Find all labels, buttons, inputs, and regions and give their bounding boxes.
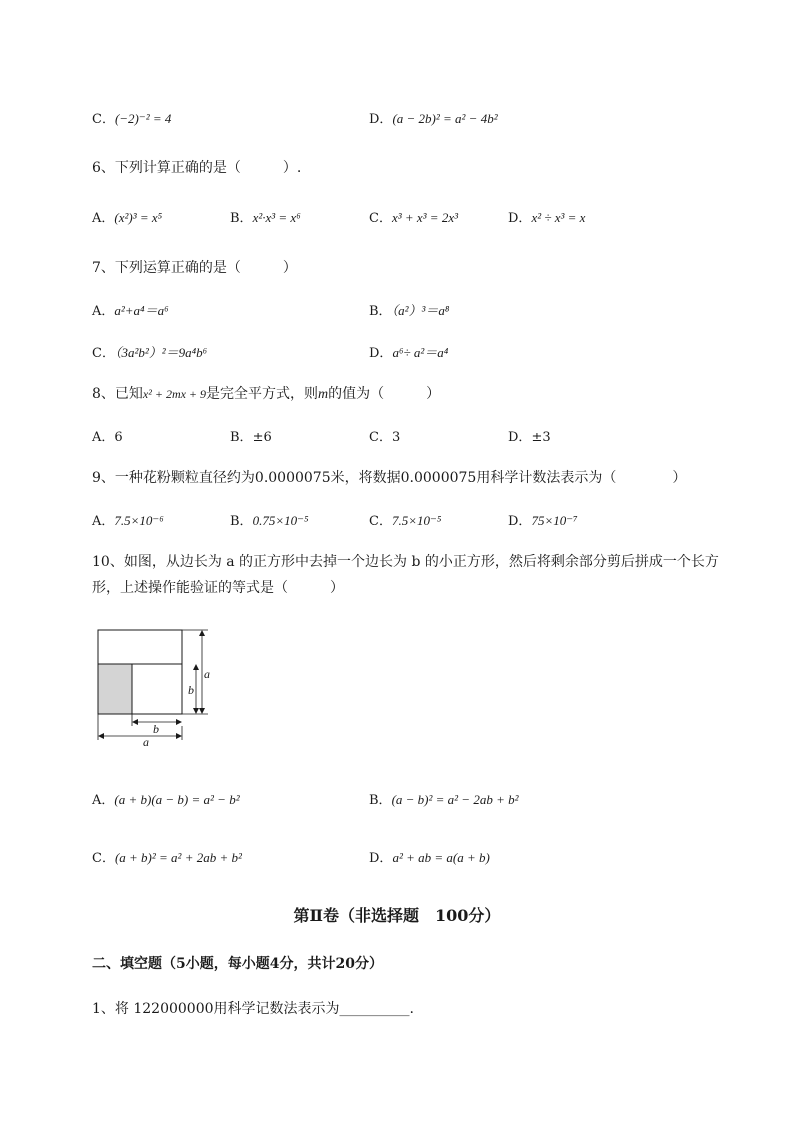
option-expression: 7.5×10⁻⁶: [114, 513, 164, 528]
part-2-title: 第Ⅱ卷（非选择题 100分）: [293, 906, 501, 925]
option-expression: x²·x³ = x⁶: [252, 210, 301, 225]
option-expression: 7.5×10⁻⁵: [391, 513, 442, 528]
stem-variable: m: [318, 387, 329, 402]
q9-option-b: [230, 510, 308, 529]
question-9-stem: 9、一种花粉颗粒直径约为0.0000075米，将数据0.0000075用科学计数法表示为（ ）: [92, 470, 687, 486]
label-b-right: b: [188, 683, 194, 697]
shaded-region: [98, 664, 132, 714]
stem-text: 是完全平方式，则: [206, 386, 319, 402]
arrow-head: [132, 719, 138, 725]
option-expression: ±3: [531, 430, 551, 445]
option-label: C．: [92, 346, 115, 361]
option-expression: 0.75×10⁻⁵: [252, 513, 309, 528]
option-label: B．: [369, 304, 392, 319]
option-expression: （a²）³＝a⁸: [391, 303, 450, 318]
option-label: B．: [230, 430, 253, 445]
q10-option-a: [92, 789, 240, 808]
option-expression: 75×10⁻⁷: [531, 513, 578, 528]
arrow-head: [193, 708, 199, 714]
option-expression: 3: [391, 430, 401, 445]
option-label: A．: [92, 793, 115, 808]
option-label: C．: [92, 851, 115, 866]
option-expression: (a − 2b)² = a² − 4b²: [392, 111, 498, 126]
q8-option-c: [369, 426, 400, 445]
question-10-stem-line-1: 10、如图，从边长为 a 的正方形中去掉一个边长为 b 的小正方形，然后将剩余部分剪后拼成一个长方: [92, 554, 719, 570]
option-expression: a² + ab = a(a + b): [392, 850, 490, 865]
q9-option-d: [508, 510, 578, 529]
option-label: C．: [92, 112, 115, 127]
q6-option-a: [92, 207, 162, 226]
q8-option-a: [92, 426, 123, 445]
option-label: B．: [230, 514, 253, 529]
question-6-stem: 6、下列计算正确的是（ ）.: [92, 160, 302, 176]
label-a-bottom: a: [143, 735, 149, 747]
option-label: C．: [369, 514, 392, 529]
option-expression: a²+a⁴＝a⁶: [114, 303, 169, 318]
option-expression: 6: [114, 430, 123, 445]
q6-option-d: [508, 207, 585, 226]
q9-option-a: [92, 510, 164, 529]
option-expression: (a − b)² = a² − 2ab + b²: [391, 792, 519, 807]
arrow-head: [199, 708, 205, 714]
option-label: D．: [508, 211, 532, 226]
q6-option-b: [230, 207, 301, 226]
q9-option-c: [369, 510, 441, 529]
q10-option-d: [369, 847, 490, 866]
q6-option-c: [369, 207, 458, 226]
option-label: D．: [369, 346, 393, 361]
label-b-bottom: b: [153, 722, 159, 736]
section-2-heading: 二、填空题（5小题，每小题4分，共计20分）: [92, 956, 383, 972]
arrow-head: [193, 664, 199, 670]
option-expression: (a + b)² = a² + 2ab + b²: [114, 850, 242, 865]
q7-option-c: [92, 342, 207, 361]
q5-option-c: [92, 108, 171, 127]
option-label: D．: [369, 851, 393, 866]
q7-option-d: [369, 342, 448, 361]
option-label: A．: [92, 514, 115, 529]
option-label: B．: [369, 793, 392, 808]
option-expression: (−2)⁻² = 4: [114, 111, 172, 126]
arrow-head: [176, 733, 182, 739]
option-label: A．: [92, 211, 115, 226]
option-expression: ±6: [252, 430, 272, 445]
q10-option-c: [92, 847, 242, 866]
option-label: D．: [369, 112, 393, 127]
option-label: A．: [92, 304, 115, 319]
q5-option-d: [369, 108, 498, 127]
q8-option-b: [230, 426, 272, 445]
option-expression: (x²)³ = x⁵: [114, 210, 163, 225]
option-expression: x² ÷ x³ = x: [531, 210, 586, 225]
option-expression: a⁶÷ a²＝a⁴: [392, 345, 449, 360]
question-10-stem-line-2: 形，上述操作能验证的等式是（ ）: [92, 580, 344, 596]
arrow-head: [176, 719, 182, 725]
fill-question-1: 1、将 122000000用科学记数法表示为__________.: [92, 1001, 414, 1017]
option-label: C．: [369, 430, 392, 445]
option-label: D．: [508, 514, 532, 529]
option-expression: (a + b)(a − b) = a² − b²: [114, 792, 240, 807]
q7-option-b: [369, 300, 449, 319]
option-label: C．: [369, 211, 392, 226]
stem-text: 的值为（ ）: [328, 386, 441, 402]
arrow-head: [199, 630, 205, 636]
arrow-head: [98, 733, 104, 739]
q7-option-a: [92, 300, 169, 319]
q10-option-b: [369, 789, 519, 808]
question-8-stem: [92, 383, 440, 403]
option-expression: x³ + x³ = 2x³: [391, 210, 459, 225]
label-a-right: a: [204, 667, 210, 681]
option-expression: （3a²b²）²＝9a⁴b⁶: [114, 345, 208, 360]
question-7-stem: 7、下列运算正确的是（ ）: [92, 260, 297, 276]
stem-text: 8、已知: [92, 386, 143, 402]
option-label: A．: [92, 430, 115, 445]
q10-square-figure: [90, 622, 220, 747]
stem-expression: x² + 2mx + 9: [142, 387, 207, 401]
option-label: B．: [230, 211, 253, 226]
q8-option-d: [508, 426, 551, 445]
option-label: D．: [508, 430, 532, 445]
